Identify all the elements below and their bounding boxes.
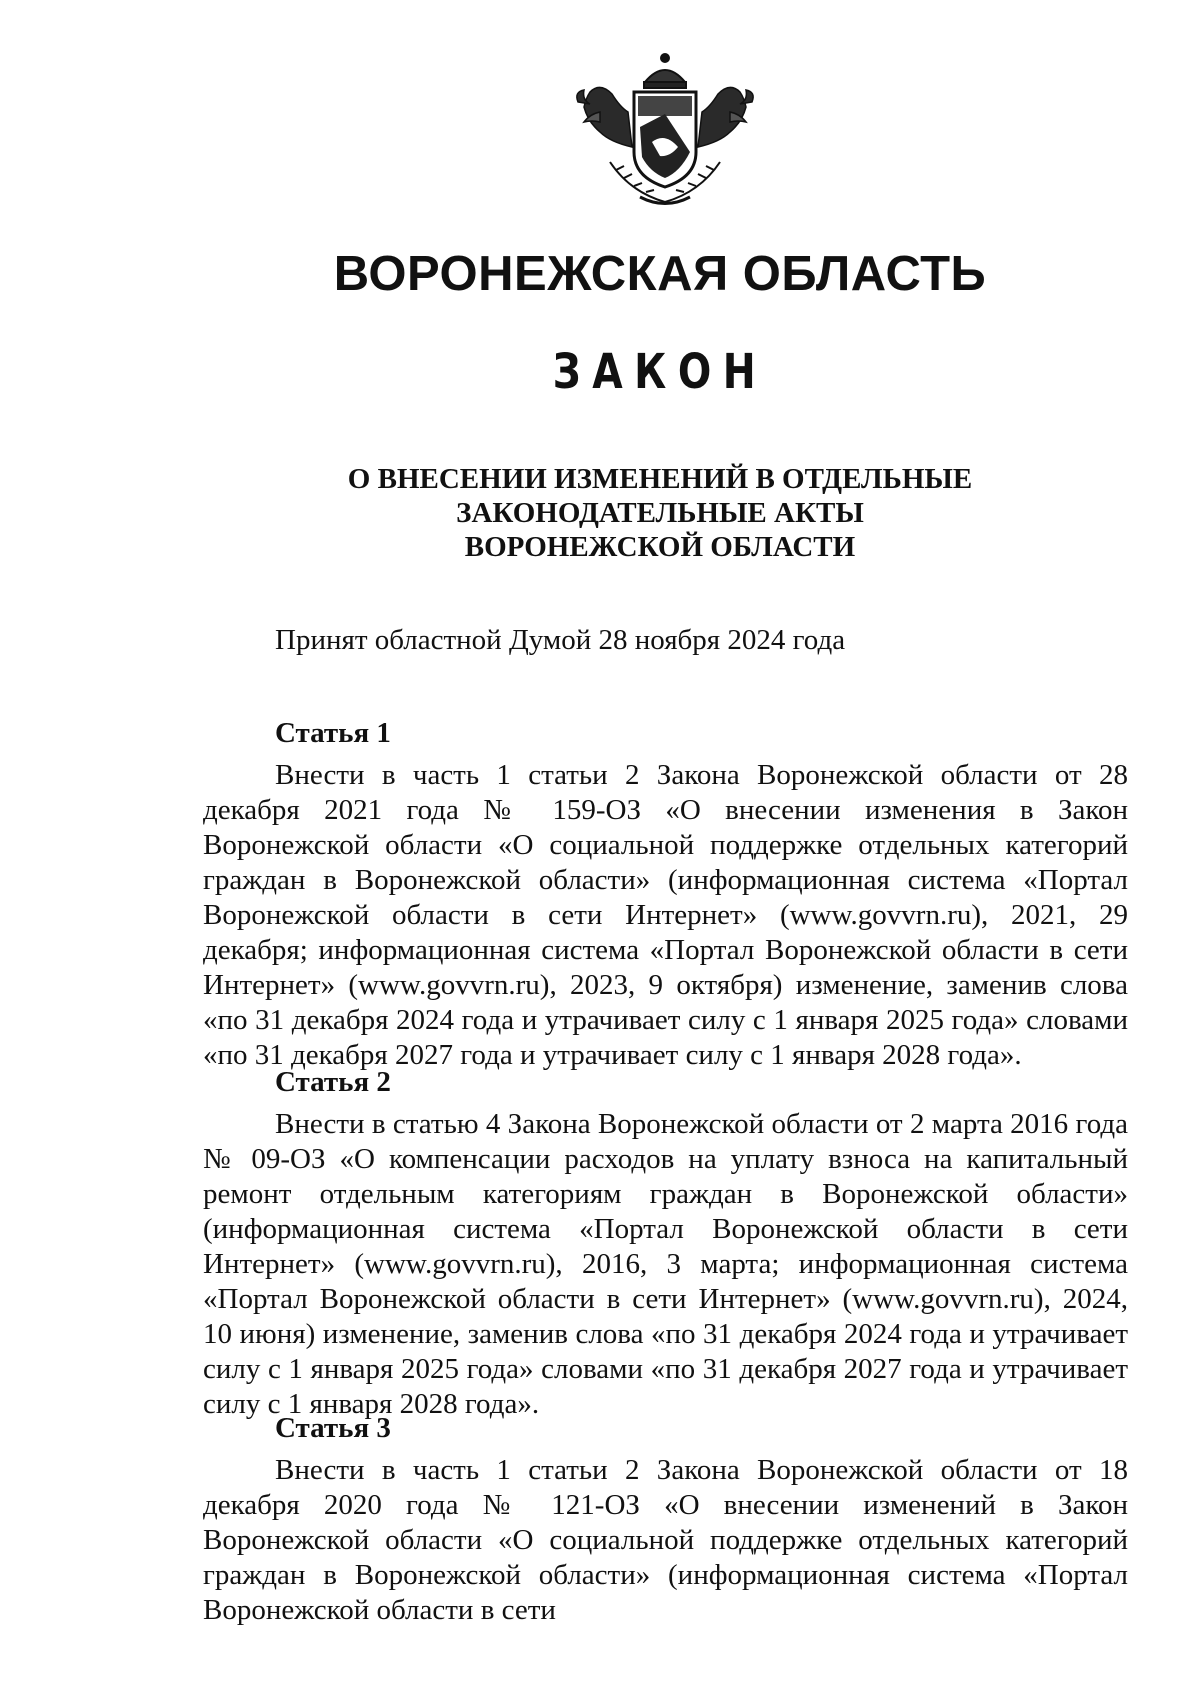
article-heading: Статья 3 — [275, 1412, 391, 1444]
law-subject-line: ЗАКОНОДАТЕЛЬНЫЕ АКТЫ — [456, 497, 864, 529]
article-text: Внести в статью 4 Закона Воронежской области от 2 марта 2016 года № 09-ОЗ «О компенсации расходов на уплату взноса на капитальный ремонт отдельным категориям граждан в Воронежской области» (информационная система «Портал Воронежской области в сети Интернет» (www.govvrn.ru), 2016, 3 марта; информационная система «Портал Воронежской области в сети Интернет» (www.govvrn.ru), 2024, 10 июня) изменение, заменив слова «по 31 декабря 2024 года и утрачивает силу с 1 января 2025 года» словами «по 31 декабря 2027 года и утрачивает силу с 1 января 2028 года». — [203, 1108, 1128, 1420]
article-text: Внести в часть 1 статьи 2 Закона Воронежской области от 18 декабря 2020 года № 121-ОЗ «О внесении изменений в Закон Воронежской области «О социальной поддержке отдельных категорий граждан в Воронежской области» (информационная система «Портал Воронежской области в сети — [203, 1454, 1128, 1626]
article-3 — [203, 1411, 1128, 1628]
article-2 — [203, 1065, 1128, 1422]
article-heading: Статья 2 — [275, 1066, 391, 1098]
article-text: Внести в часть 1 статьи 2 Закона Воронежской области от 28 декабря 2021 года № 159-ОЗ «О внесении изменения в Закон Воронежской области «О социальной поддержке отдельных категорий граждан в Воронежской области» (информационная система «Портал Воронежской области в сети Интернет» (www.govvrn.ru), 2021, 29 декабря; информационная система «Портал Воронежской области в сети Интернет» (www.govvrn.ru), 2023, 9 октября) изменение, заменив слова «по 31 декабря 2024 года и утрачивает силу с 1 января 2025 года» словами «по 31 декабря 2027 года и утрачивает силу с 1 января 2028 года». — [203, 759, 1128, 1071]
region-title: ВОРОНЕЖСКАЯ ОБЛАСТЬ — [333, 247, 987, 301]
voronezh-coat-of-arms-icon — [570, 52, 760, 212]
law-subject — [0, 462, 1200, 564]
adoption-statement: Принят областной Думой 28 ноября 2024 года — [275, 624, 846, 656]
article-1 — [203, 716, 1128, 1073]
law-subject-line: ВОРОНЕЖСКОЙ ОБЛАСТИ — [464, 531, 856, 563]
article-heading: Статья 1 — [275, 717, 391, 749]
document-type-title: ЗАКОН — [552, 344, 768, 400]
law-subject-line: О ВНЕСЕНИИ ИЗМЕНЕНИЙ В ОТДЕЛЬНЫЕ — [347, 463, 973, 495]
